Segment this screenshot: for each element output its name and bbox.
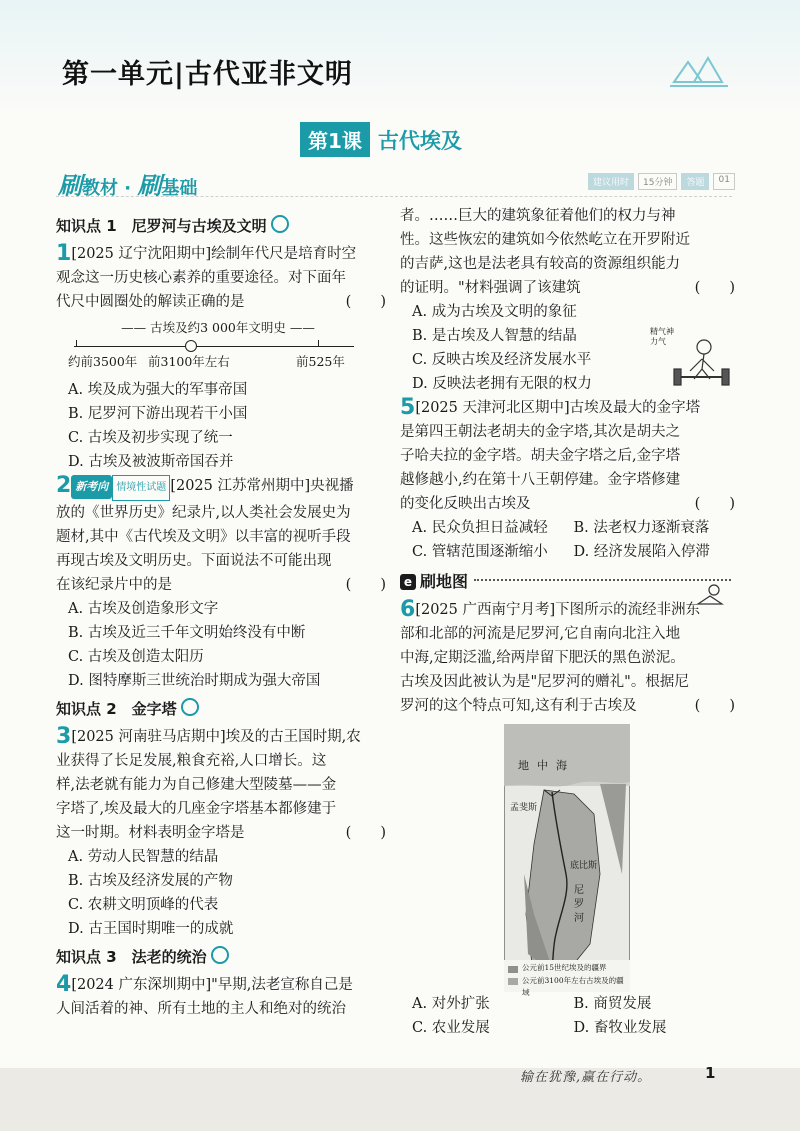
q2-line: 再现古埃及文明历史。下面说法不可能出现 xyxy=(56,553,332,569)
q1-line: 观念这一历史核心素养的重要途径。对下面年 xyxy=(56,270,346,286)
q4-line: 的吉萨,这也是法老具有较高的资源组织能力 xyxy=(400,256,681,272)
q2-line: 题材,其中《古代埃及文明》以丰富的视听手段 xyxy=(56,529,351,545)
q5-line: 是第四王朝法老胡夫的金字塔,其次是胡夫之 xyxy=(400,424,681,440)
map-label-sea: 地中海 xyxy=(518,759,575,772)
q4-line: 的证明。"材料强调了该建筑 xyxy=(400,280,581,296)
q5-line: [2025 天津河北区期中]古埃及最大的金字塔 xyxy=(415,400,701,416)
question-4 xyxy=(56,973,386,1021)
option-d[interactable]: D. 古王国时期唯一的成就 xyxy=(68,921,234,937)
answer-paren[interactable]: ( ) xyxy=(694,280,735,296)
option-b[interactable]: B. 商贸发展 xyxy=(573,996,652,1012)
divider xyxy=(56,196,732,198)
new-direction-badge: 新考向 xyxy=(71,475,112,499)
option-a[interactable]: A. 古埃及创造象形文字 xyxy=(68,601,219,617)
option-c[interactable]: C. 农业发展 xyxy=(412,1020,490,1036)
option-a[interactable]: A. 对外扩张 xyxy=(412,996,490,1012)
unit-title: 第一单元|古代亚非文明 xyxy=(62,59,353,90)
answer-paren[interactable]: ( ) xyxy=(345,825,386,841)
option-b[interactable]: B. 古埃及近三千年文明始终没有中断 xyxy=(68,625,306,641)
options-row xyxy=(400,540,735,564)
answer-value: 01 xyxy=(713,173,734,190)
option-a[interactable]: A. 劳动人民智慧的结晶 xyxy=(68,849,219,865)
option-d[interactable]: D. 经济发展陷入停滞 xyxy=(573,544,710,560)
nile-map xyxy=(504,724,630,997)
question-number: 2 xyxy=(56,473,72,498)
map-legend-1: 公元前15世纪埃及的疆界 xyxy=(522,963,607,972)
question-number: 6 xyxy=(400,597,416,622)
question-6 xyxy=(400,598,735,1040)
question-2 xyxy=(56,474,386,693)
option-a[interactable]: A. 民众负担日益减轻 xyxy=(412,520,548,536)
knowledge-point-3 xyxy=(56,945,386,969)
q3-line: [2025 河南驻马店期中]埃及的古王国时期,农 xyxy=(71,729,361,745)
q2-line: 在该纪录片中的是 xyxy=(56,577,172,593)
footer-motto: 输在犹豫,赢在行动。 xyxy=(520,1070,652,1085)
suggested-time xyxy=(588,173,735,190)
lesson-tag: 第1课 xyxy=(300,122,370,157)
answer-paren[interactable]: ( ) xyxy=(694,496,735,512)
lesson-name: 古代埃及 xyxy=(377,128,462,153)
kp2-label: 知识点 2 金字塔 xyxy=(56,700,177,718)
option-b[interactable]: B. 法老权力逐渐衰落 xyxy=(573,520,710,536)
answer-label: 答题 xyxy=(681,173,709,190)
timeline-ruler xyxy=(68,316,368,374)
map-label-nile: 尼罗河 xyxy=(574,885,584,924)
time-label: 建议用时 xyxy=(588,173,634,190)
question-number: 3 xyxy=(56,724,72,749)
option-d[interactable]: D. 图特摩斯三世统治时期成为强大帝国 xyxy=(68,673,321,689)
option-d[interactable]: D. 反映法老拥有无限的权力 xyxy=(412,376,592,392)
question-number: 4 xyxy=(56,972,72,997)
question-number: 5 xyxy=(400,395,416,420)
q4-line: 性。这些恢宏的建筑如今依然屹立在开罗附近 xyxy=(400,232,690,248)
timeline-label-mid: 前3100年左右 xyxy=(148,354,230,369)
option-c[interactable]: C. 古埃及初步实现了统一 xyxy=(68,430,233,446)
q6-line: 古埃及因此被认为是"尼罗河的赠礼"。根据尼 xyxy=(400,674,689,690)
q1-line: 代尺中圆圈处的解读正确的是 xyxy=(56,294,245,310)
q5-line: 越修越小,约在第十八王朝停建。金字塔修建 xyxy=(400,472,681,488)
answer-paren[interactable]: ( ) xyxy=(345,294,386,310)
left-column xyxy=(56,210,386,1021)
q4-line: 者。……巨大的建筑象征着他们的权力与神 xyxy=(400,208,676,224)
q5-line: 子哈夫拉的金字塔。胡夫金字塔之后,金字塔 xyxy=(400,448,681,464)
q1-line: [2025 辽宁沈阳期中]绘制年代尺是培育时空 xyxy=(71,246,357,262)
knowledge-point-1 xyxy=(56,214,386,238)
q3-line: 业获得了长足发展,粮食充裕,人口增长。这 xyxy=(56,753,327,769)
q6-line: 罗河的这个特点可知,这有利于古埃及 xyxy=(400,698,637,714)
lesson-heading xyxy=(300,122,462,157)
option-c[interactable]: C. 农耕文明顶峰的代表 xyxy=(68,897,219,913)
q4-line: 人间活着的神、所有土地的主人和绝对的统治 xyxy=(56,1001,346,1017)
answer-paren[interactable]: ( ) xyxy=(694,698,735,714)
option-b[interactable]: B. 尼罗河下游出现若干小国 xyxy=(68,406,248,422)
q3-line: 这一时期。材料表明金字塔是 xyxy=(56,825,245,841)
timeline-span-label: —— 古埃及约3 000年文明史 —— xyxy=(121,320,315,335)
timeline-label-right: 前525年 xyxy=(296,354,345,369)
time-value: 15分钟 xyxy=(638,173,677,190)
option-c[interactable]: C. 反映古埃及经济发展水平 xyxy=(412,352,592,368)
timeline-label-left: 约前3500年 xyxy=(68,354,138,369)
q6-line: 中海,定期泛滥,给两岸留下肥沃的黑色淤泥。 xyxy=(400,650,685,666)
map-label-thebes: 底比斯 xyxy=(570,861,598,871)
q6-line: 部和北部的河流是尼罗河,它自南向北注入地 xyxy=(400,626,681,642)
brush-text-2: 基础 xyxy=(161,178,198,199)
target-icon xyxy=(181,698,199,716)
kp1-label: 知识点 1 尼罗河与古埃及文明 xyxy=(56,217,267,235)
q2-line: [2025 江苏常州期中]央视播 xyxy=(170,478,354,494)
map-legend-2: 公元前3100年左右古埃及的疆域 xyxy=(522,976,624,997)
timeline-tick xyxy=(76,340,77,347)
q5-line: 的变化反映出古埃及 xyxy=(400,496,531,512)
options-row xyxy=(400,1016,735,1040)
footer-band xyxy=(0,1068,800,1131)
question-3 xyxy=(56,725,386,941)
q6-line: [2025 广西南宁月考]下图所示的流经非洲东 xyxy=(415,602,701,618)
knowledge-point-2 xyxy=(56,697,386,721)
weightlifter-cartoon-icon xyxy=(650,327,730,389)
answer-paren[interactable]: ( ) xyxy=(345,577,386,593)
target-icon xyxy=(211,946,229,964)
header-pattern-icon xyxy=(670,52,730,92)
brush-char-2: 刷 xyxy=(137,172,162,200)
brush-text-1: 教材 · xyxy=(82,178,138,199)
option-d[interactable]: D. 古埃及被波斯帝国吞并 xyxy=(68,454,234,470)
kp3-label: 知识点 3 法老的统治 xyxy=(56,948,207,966)
timeline-tick xyxy=(318,340,319,347)
q3-line: 样,法老就有能力为自己修建大型陵墓——金 xyxy=(56,777,337,793)
reading-cartoon-icon xyxy=(692,582,728,608)
e-icon: e xyxy=(400,574,416,590)
option-a[interactable]: A. 成为古埃及文明的象征 xyxy=(412,304,577,320)
options-row xyxy=(400,516,735,540)
map-label-memphis: 孟斐斯 xyxy=(510,803,538,813)
map-section-title: 刷地图 xyxy=(420,572,469,591)
option-c[interactable]: C. 管辖范围逐渐缩小 xyxy=(412,544,548,560)
timeline-axis xyxy=(74,346,354,347)
q2-line: 放的《世界历史》纪录片,以人类社会发展史为 xyxy=(56,505,351,521)
cartoon-caption: 精气神 力气 xyxy=(650,327,674,346)
question-5 xyxy=(400,396,735,564)
option-b[interactable]: B. 古埃及经济发展的产物 xyxy=(68,873,233,889)
question-number: 1 xyxy=(56,241,72,266)
question-1 xyxy=(56,242,386,474)
option-b[interactable]: B. 是古埃及人智慧的结晶 xyxy=(412,328,577,344)
map-section-heading xyxy=(400,570,735,594)
q4-line: [2024 广东深圳期中]"早期,法老宣称自己是 xyxy=(71,977,353,993)
option-a[interactable]: A. 埃及成为强大的军事帝国 xyxy=(68,382,248,398)
situational-badge: 情境性试题 xyxy=(112,475,170,501)
option-d[interactable]: D. 畜牧业发展 xyxy=(573,1020,667,1036)
target-icon xyxy=(271,215,289,233)
brush-char-1: 刷 xyxy=(58,172,82,200)
dotted-rule xyxy=(474,579,731,581)
page-number: 1 xyxy=(705,1064,716,1082)
q3-line: 字塔了,埃及最大的几座金字塔基本都修建于 xyxy=(56,801,337,817)
option-c[interactable]: C. 古埃及创造太阳历 xyxy=(68,649,204,665)
